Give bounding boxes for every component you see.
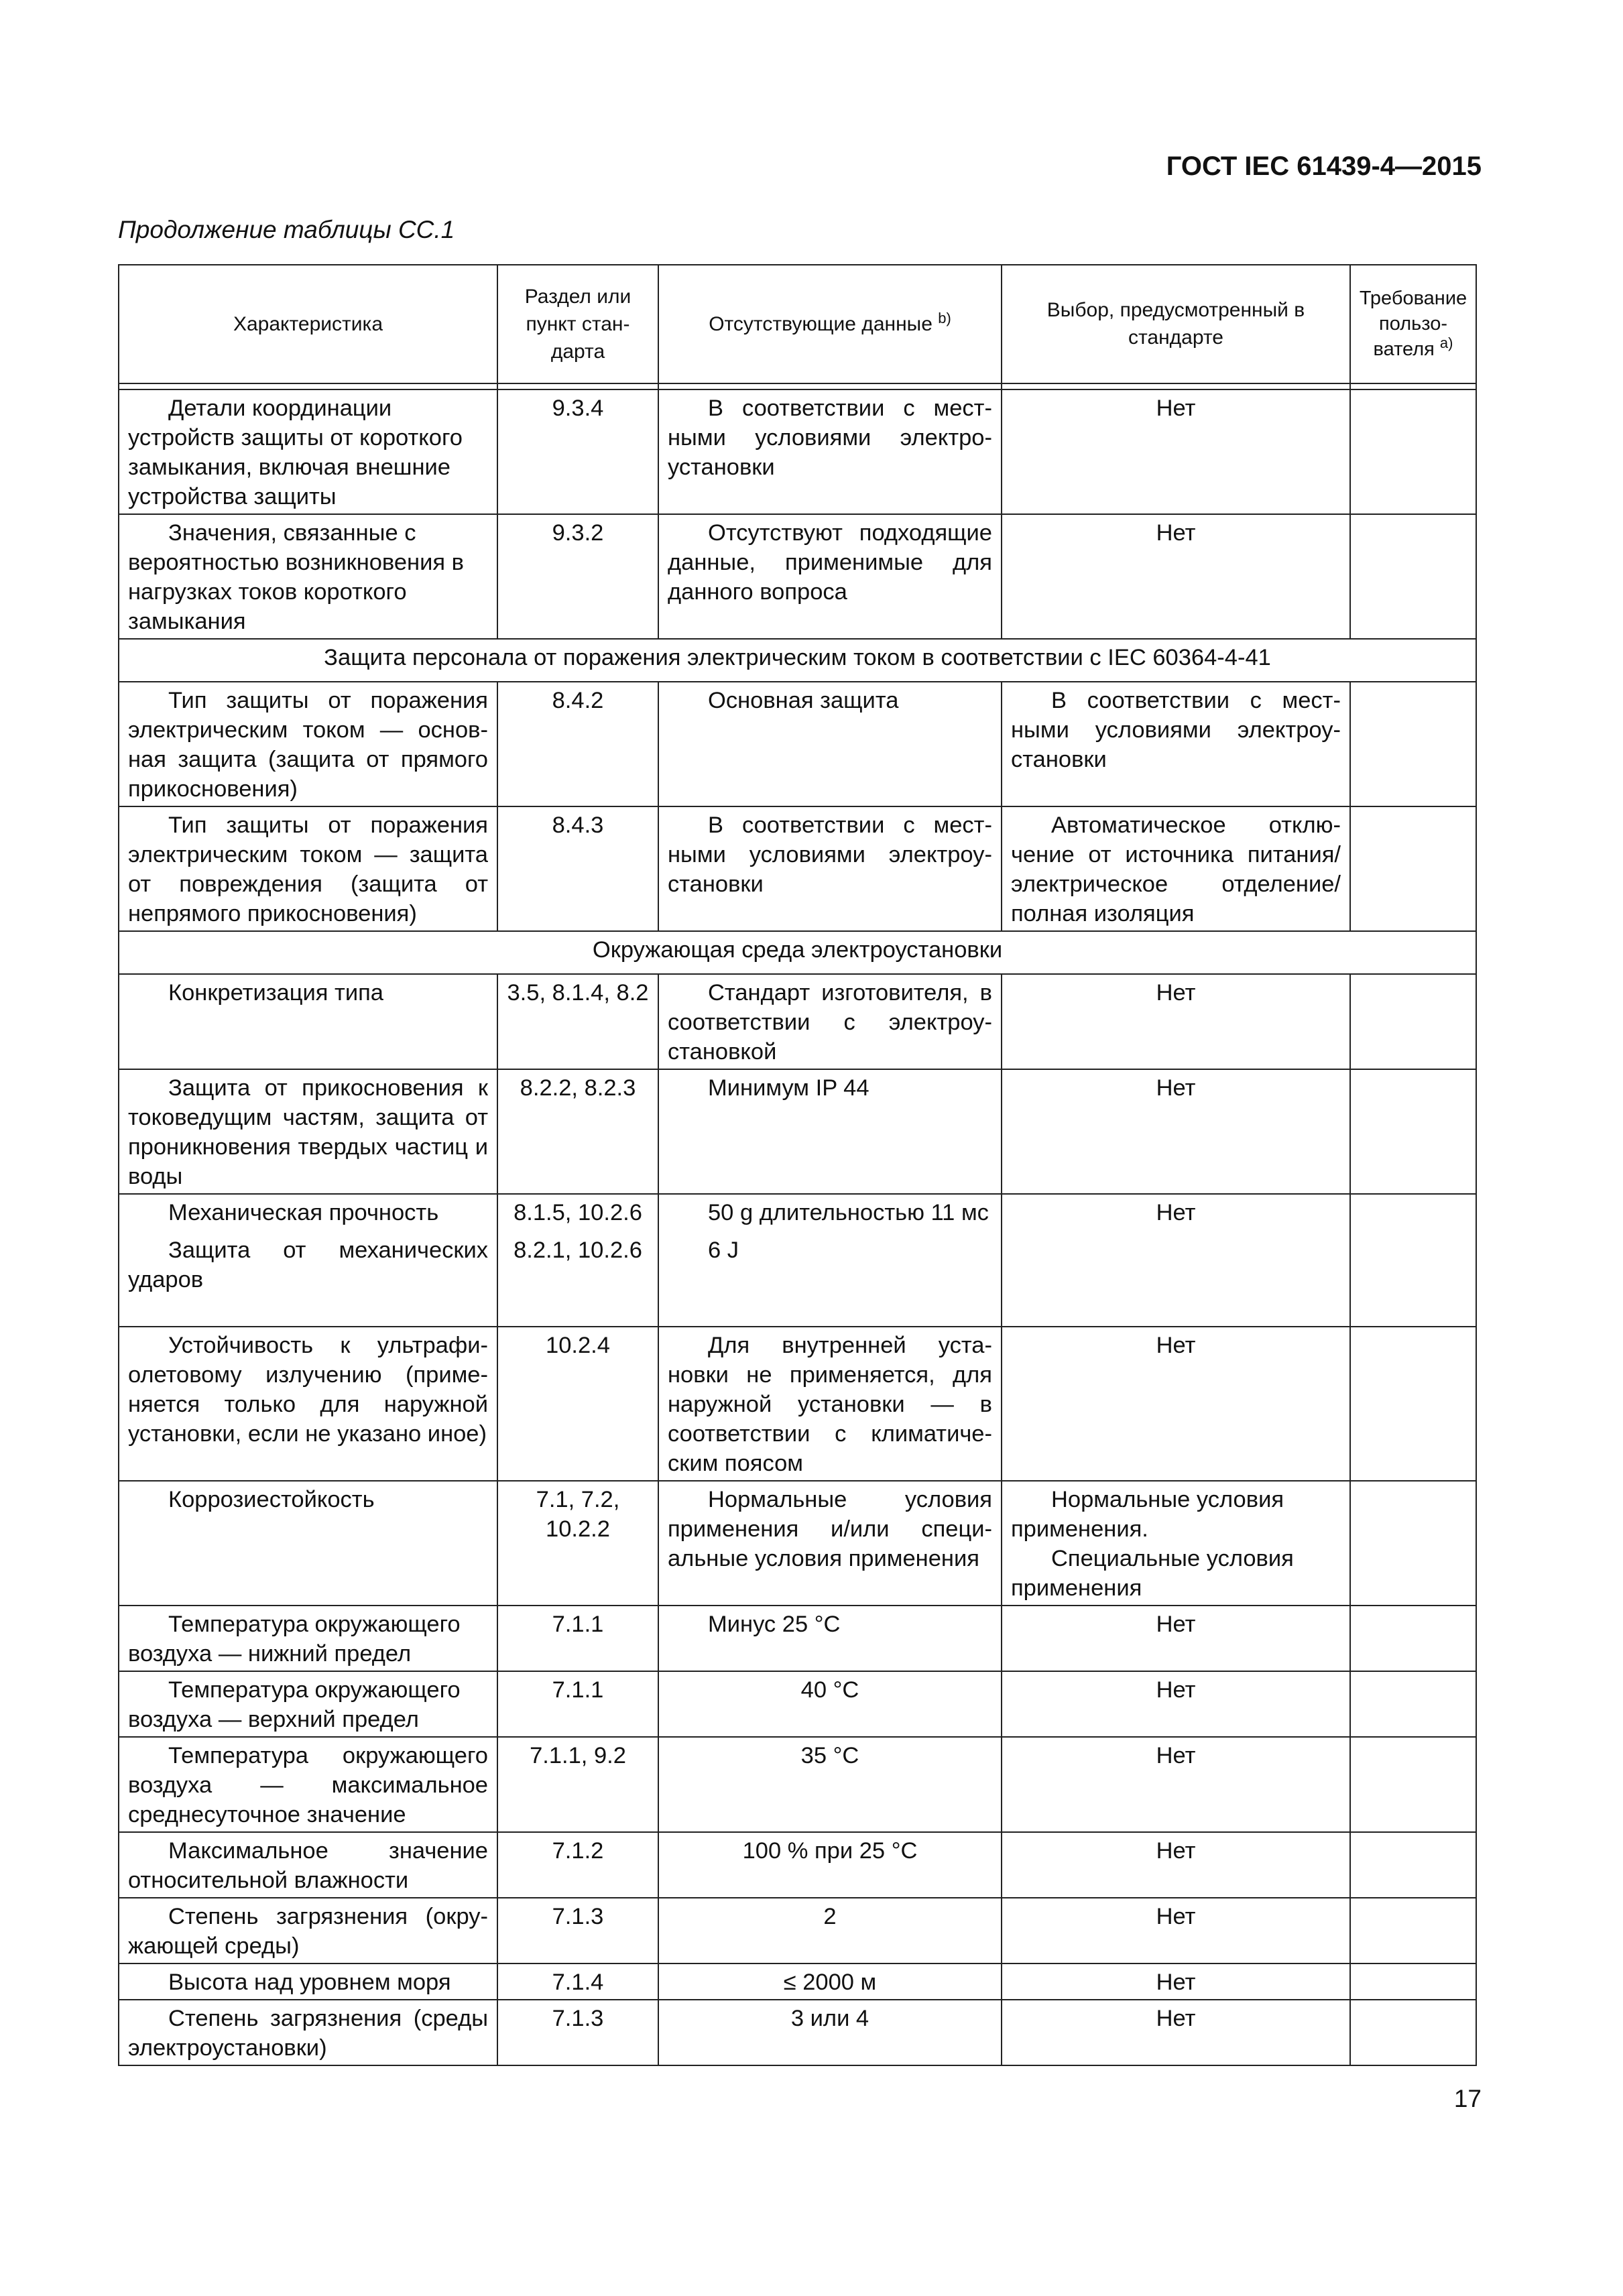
characteristic-cell: Высота над уровнем моря — [119, 1963, 497, 2000]
missing-data-cell: 100 % при 25 °С — [658, 1832, 1002, 1898]
section-cell: 9.3.4 — [497, 389, 658, 514]
choice-cell: Нет — [1002, 1069, 1350, 1194]
user-requirement-cell — [1350, 389, 1476, 514]
table-header-row — [119, 265, 1476, 383]
missing-data-cell: Минимум IP 44 — [658, 1069, 1002, 1194]
section-heading-row — [119, 639, 1476, 682]
user-requirement-cell — [1350, 1963, 1476, 2000]
document-title: ГОСТ IEC 61439-4—2015 — [1166, 152, 1482, 181]
choice-cell: Нет — [1002, 1963, 1350, 2000]
choice-normal-conditions: Нормальные условия применения. — [1011, 1487, 1284, 1542]
column-header-choice: Выбор, предусмотренный в стандарте — [1002, 265, 1350, 383]
missing-data-cell: Нормальные условия применения и/или специальные условия применения — [658, 1481, 1002, 1606]
missing-data-cell: 2 — [658, 1898, 1002, 1963]
user-requirement-cell — [1350, 1327, 1476, 1481]
column-header-section: Раздел или пункт стандарта — [497, 265, 658, 383]
table-row — [119, 1671, 1476, 1737]
section-cell: 7.1.4 — [497, 1963, 658, 2000]
section-cell: 7.1, 7.2, 10.2.2 — [497, 1481, 658, 1606]
header-separator — [119, 383, 1476, 389]
choice-cell: Нет — [1002, 1194, 1350, 1327]
table-row — [119, 1194, 1476, 1327]
table-row — [119, 1737, 1476, 1832]
choice-cell: Нет — [1002, 1737, 1350, 1832]
section-cell: 7.1.1 — [497, 1606, 658, 1671]
section-cell: 8.4.2 — [497, 682, 658, 806]
missing-data-cell: Основная защита — [658, 682, 1002, 806]
missing-data-cell: В соответствии с местными условиями электроустановки — [658, 806, 1002, 931]
characteristic-cell: Тип защиты от поражения электрическим током — основная защита (защита от прямого прикосновения) — [119, 682, 497, 806]
table-caption: Продолжение таблицы СС.1 — [118, 216, 455, 243]
characteristic-cell: Температура окружающего воздуха — максимальное среднесуточное значение — [119, 1737, 497, 1832]
section-cell: 8.4.3 — [497, 806, 658, 931]
user-requirement-cell — [1350, 1898, 1476, 1963]
choice-cell: Нет — [1002, 1671, 1350, 1737]
missing-data-cell: В соответствии с местными условиями электроустановки — [658, 389, 1002, 514]
choice-special-conditions: Специальные условия применения — [1011, 1546, 1294, 1601]
requirements-table — [118, 264, 1477, 2066]
user-requirement-cell — [1350, 1737, 1476, 1832]
missing-data-cell: Отсутствуют подходящие данные, применимые для данного вопроса — [658, 514, 1002, 639]
section-cell: 7.1.3 — [497, 2000, 658, 2065]
user-requirement-cell — [1350, 514, 1476, 639]
section-heading-row — [119, 931, 1476, 974]
characteristic-cell: Температура окружающего воздуха — нижний предел — [119, 1606, 497, 1671]
section-impact-protection: 8.2.1, 10.2.6 — [514, 1237, 642, 1263]
choice-cell — [1002, 1481, 1350, 1606]
choice-cell: Нет — [1002, 1898, 1350, 1963]
user-requirement-cell — [1350, 1606, 1476, 1671]
choice-cell: Нет — [1002, 1327, 1350, 1481]
missing-data-cell — [658, 1194, 1002, 1327]
table-row — [119, 1898, 1476, 1963]
section-cell: 3.5, 8.1.4, 8.2 — [497, 974, 658, 1069]
table-row — [119, 1481, 1476, 1606]
characteristic-cell — [119, 1194, 497, 1327]
characteristic-cell: Тип защиты от поражения электрическим током — защита от повреждения (защита от непрямого прикосновения) — [119, 806, 497, 931]
section-cell: 7.1.1, 9.2 — [497, 1737, 658, 1832]
user-requirement-cell — [1350, 974, 1476, 1069]
table-row — [119, 514, 1476, 639]
table-row — [119, 2000, 1476, 2065]
user-requirement-cell — [1350, 2000, 1476, 2065]
section-cell: 9.3.2 — [497, 514, 658, 639]
missing-impact-protection: 6 J — [708, 1237, 739, 1263]
column-header-characteristic: Характеристика — [119, 265, 497, 383]
table-row — [119, 1069, 1476, 1194]
section-cell: 10.2.4 — [497, 1327, 658, 1481]
choice-cell: В соответствии с местными условиями электроустановки — [1002, 682, 1350, 806]
section-heading-environment: Окружающая среда электроустановки — [119, 931, 1476, 974]
table-row — [119, 1606, 1476, 1671]
choice-cell: Нет — [1002, 1832, 1350, 1898]
choice-cell: Нет — [1002, 514, 1350, 639]
characteristic-cell: Значения, связанные с вероятностью возникновения в нагрузках токов короткого замыкания — [119, 514, 497, 639]
user-requirement-cell — [1350, 1069, 1476, 1194]
user-requirement-cell — [1350, 1481, 1476, 1606]
choice-cell: Нет — [1002, 2000, 1350, 2065]
section-heading-protection: Защита персонала от поражения электрическим током в соответствии с IEC 60364-4-41 — [119, 639, 1476, 682]
page-number: 17 — [1453, 2085, 1482, 2112]
choice-cell: Нет — [1002, 1606, 1350, 1671]
section-cell: 8.2.2, 8.2.3 — [497, 1069, 658, 1194]
user-requirement-cell — [1350, 806, 1476, 931]
section-cell — [497, 1194, 658, 1327]
table-row — [119, 1963, 1476, 2000]
table-row — [119, 1327, 1476, 1481]
missing-data-cell: 3 или 4 — [658, 2000, 1002, 2065]
missing-data-cell: ≤ 2000 м — [658, 1963, 1002, 2000]
table-row — [119, 1832, 1476, 1898]
choice-cell: Автоматическое отключение от источника питания/ электрическое отделение/ полная изоляция — [1002, 806, 1350, 931]
characteristic-cell: Степень загрязнения (среды электроустановки) — [119, 2000, 497, 2065]
choice-cell: Нет — [1002, 389, 1350, 514]
user-requirement-cell — [1350, 1194, 1476, 1327]
missing-mechanical-strength: 50 g длительностью 11 мс — [708, 1200, 989, 1225]
section-cell: 7.1.3 — [497, 1898, 658, 1963]
missing-data-cell: Минус 25 °С — [658, 1606, 1002, 1671]
characteristic-cell: Максимальное значение относительной влажности — [119, 1832, 497, 1898]
characteristic-cell: Конкретизация типа — [119, 974, 497, 1069]
user-requirement-cell — [1350, 682, 1476, 806]
characteristic-cell: Коррозиестойкость — [119, 1481, 497, 1606]
section-cell: 7.1.2 — [497, 1832, 658, 1898]
characteristic-cell: Степень загрязнения (окружающей среды) — [119, 1898, 497, 1963]
characteristic-cell: Защита от прикосновения к токоведущим частям, защита от проникновения твердых частиц и воды — [119, 1069, 497, 1194]
section-cell: 7.1.1 — [497, 1671, 658, 1737]
column-header-missing-data: Отсутствующие данные $^{b)}$ — [658, 265, 1002, 383]
table-row — [119, 806, 1476, 931]
characteristic-cell: Устойчивость к ультрафиолетовому излучению (применяется только для наружной установки, если не указано иное) — [119, 1327, 497, 1481]
characteristic-cell: Детали координации устройств защиты от короткого замыкания, включая внешние устройства защиты — [119, 389, 497, 514]
table-row — [119, 974, 1476, 1069]
missing-data-cell: Стандарт изготовителя, в соответствии с электроустановкой — [658, 974, 1002, 1069]
table-row — [119, 389, 1476, 514]
user-requirement-cell — [1350, 1671, 1476, 1737]
table-row — [119, 682, 1476, 806]
characteristic-mechanical-strength: Механическая прочность — [168, 1200, 439, 1225]
column-header-user-requirement: Требование пользователя $^{a)}$ — [1350, 265, 1476, 383]
missing-data-cell: Для внутренней установки не применяется, для наружной установки — в соответствии с климатическим поясом — [658, 1327, 1002, 1481]
section-mechanical-strength: 8.1.5, 10.2.6 — [514, 1200, 642, 1225]
choice-cell: Нет — [1002, 974, 1350, 1069]
user-requirement-cell — [1350, 1832, 1476, 1898]
missing-data-cell: 35 °С — [658, 1737, 1002, 1832]
footnote-mark-a: a) — [1439, 334, 1453, 351]
characteristic-impact-protection: Защита от механических ударов — [128, 1237, 488, 1292]
missing-data-cell: 40 °С — [658, 1671, 1002, 1737]
footnote-mark-b: b) — [938, 309, 951, 326]
characteristic-cell: Температура окружающего воздуха — верхний предел — [119, 1671, 497, 1737]
